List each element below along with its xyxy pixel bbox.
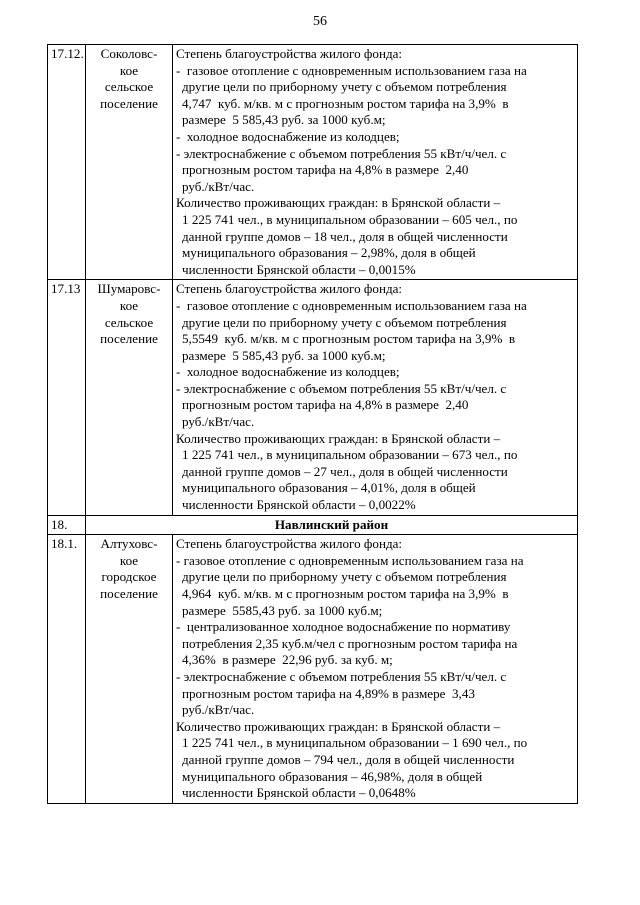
description-line: прогнозным ростом тарифа на 4,8% в размере 2,40: [182, 397, 469, 413]
description-line: Степень благоустройства жилого фонда:: [176, 281, 403, 297]
description-line: руб./кВт/час.: [182, 702, 255, 718]
description-line: 5,5549 куб. м/кв. м с прогнозным ростом тарифа на 3,9% в: [182, 331, 516, 347]
settlement-name-line: поселение: [100, 586, 158, 601]
description-line: размере 5 585,43 руб. за 1000 куб.м;: [182, 347, 386, 363]
row-number: 18.1.: [48, 535, 86, 804]
settlement-name-line: сельское: [104, 79, 154, 95]
description-line: Степень благоустройства жилого фонда:: [176, 536, 403, 552]
description-line: - электроснабжение с объемом потребления 55 кВт/ч/чел. с: [176, 668, 507, 684]
housing-description: [173, 280, 578, 515]
settlement-name: [86, 535, 173, 804]
table-body: [48, 45, 578, 804]
settlement-name-line: кое: [119, 62, 139, 78]
description-line: данной группе домов – 27 чел., доля в общей численности: [182, 463, 508, 479]
settlements-table: [47, 44, 578, 804]
settlement-name-line: кое: [119, 552, 139, 568]
settlement-row: [48, 45, 578, 280]
settlement-name-line: кое: [119, 297, 139, 313]
description-line: прогнозным ростом тарифа на 4,89% в размере 3,43: [182, 685, 475, 701]
description-line: руб./кВт/час.: [182, 178, 255, 194]
settlement-name-line: сельское: [104, 314, 154, 330]
description-line: - электроснабжение с объемом потребления 55 кВт/ч/чел. с: [176, 145, 507, 161]
description-line: 4,964 куб. м/кв. м с прогнозным ростом тарифа на 3,9% в: [182, 586, 509, 601]
settlement-row: [48, 280, 578, 515]
description-line: размере 5585,43 руб. за 1000 куб.м;: [182, 602, 383, 618]
description-line: другие цели по приборному учету с объемом потребления: [182, 569, 507, 585]
description-line: Степень благоустройства жилого фонда:: [176, 46, 403, 61]
description-line: 1 225 741 чел., в муниципальном образовании – 605 чел., по: [182, 211, 518, 227]
description-line: Количество проживающих граждан: в Брянской области –: [176, 195, 501, 211]
district-row: [48, 515, 578, 535]
description-line: 4,747 куб. м/кв. м с прогнозным ростом тарифа на 3,9% в: [182, 95, 509, 111]
district-title: Навлинский район: [86, 515, 578, 535]
description-line: 4,36% в размере 22,96 руб. за куб. м;: [182, 652, 393, 668]
description-line: данной группе домов – 18 чел., доля в общей численности: [182, 228, 508, 244]
description-line: муниципального образования – 4,01%, доля в общей: [182, 480, 476, 496]
settlement-name-line: поселение: [100, 331, 158, 347]
description-line: - холодное водоснабжение из колодцев;: [176, 128, 400, 144]
description-line: муниципального образования – 46,98%, доля в общей: [182, 768, 483, 784]
description-line: другие цели по приборному учету с объемом потребления: [182, 314, 507, 330]
description-line: другие цели по приборному учету с объемом потребления: [182, 79, 507, 95]
description-line: руб./кВт/час.: [182, 414, 255, 430]
description-line: потребления 2,35 куб.м/чел с прогнозным ростом тарифа на: [182, 635, 518, 651]
page-number: 56: [313, 14, 327, 29]
description-line: - электроснабжение с объемом потребления 55 кВт/ч/чел. с: [176, 380, 507, 396]
description-line: размере 5 585,43 руб. за 1000 куб.м;: [182, 112, 386, 128]
settlement-name: [86, 280, 173, 515]
description-line: 1 225 741 чел., в муниципальном образовании – 673 чел., по: [182, 447, 518, 463]
settlement-name-line: поселение: [100, 95, 158, 111]
settlement-name-line: Соколовс-: [100, 46, 158, 61]
description-line: прогнозным ростом тарифа на 4,8% в размере 2,40: [182, 162, 469, 178]
description-line: численности Брянской области – 0,0022%: [182, 497, 416, 513]
settlement-name: [86, 45, 173, 280]
description-line: численности Брянской области – 0,0648%: [182, 785, 416, 801]
description-line: Количество проживающих граждан: в Брянской области –: [176, 430, 501, 446]
description-line: - газовое отопление с одновременным использованием газа на: [176, 297, 527, 313]
description-line: данной группе домов – 794 чел., доля в общей численности: [182, 751, 515, 767]
settlement-name-line: городское: [101, 569, 157, 585]
description-line: - холодное водоснабжение из колодцев;: [176, 364, 400, 380]
settlement-name-line: Шумаровс-: [97, 281, 161, 297]
settlement-name-line: Алтуховс-: [100, 536, 158, 552]
row-number: 18.: [48, 515, 86, 535]
description-line: 1 225 741 чел., в муниципальном образовании – 1 690 чел., по: [182, 735, 528, 751]
description-line: - газовое отопление с одновременным использованием газа на: [176, 62, 527, 78]
row-number: 17.12.: [48, 45, 86, 280]
description-line: - газовое отопление с одновременным использованием газа на: [176, 552, 524, 568]
row-number: 17.13: [48, 280, 86, 515]
description-line: - централизованное холодное водоснабжение по нормативу: [176, 619, 511, 635]
housing-description: [173, 535, 578, 804]
description-line: численности Брянской области – 0,0015%: [182, 261, 416, 277]
housing-description: [173, 45, 578, 280]
description-line: муниципального образования – 2,98%, доля в общей: [182, 245, 476, 261]
settlement-row: [48, 535, 578, 804]
description-line: Количество проживающих граждан: в Брянской области –: [176, 718, 501, 734]
